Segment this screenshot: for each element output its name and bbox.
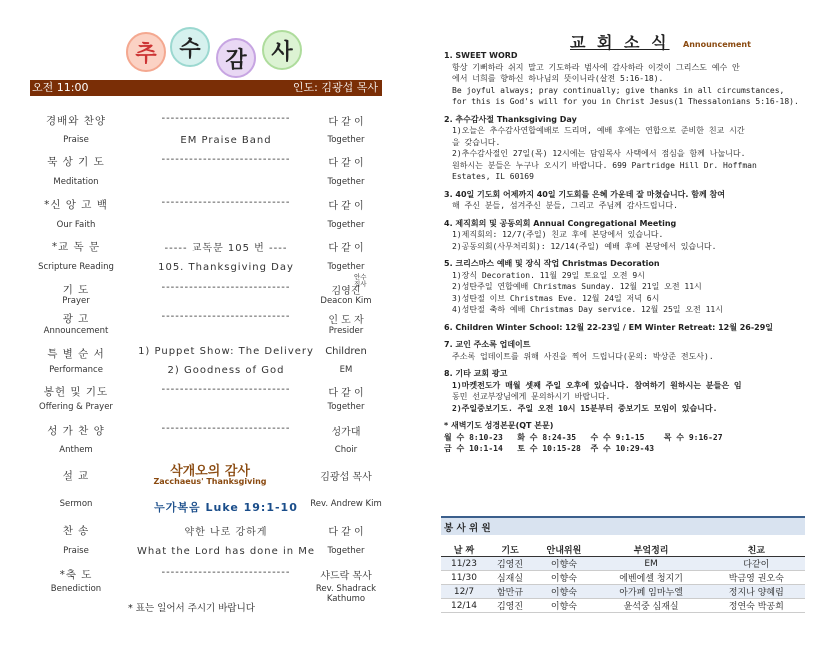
order-item-who: Together: [327, 402, 365, 412]
news-item-line: 4)성탄절 축하 예배 Christmas Day service. 12월 25일 오전 11시: [452, 305, 723, 314]
service-cell: 다같이: [708, 557, 805, 571]
order-item-who: Rev. Andrew Kim: [310, 499, 382, 509]
order-item-who: 김영진: [331, 286, 361, 297]
news-item-line: 2)주일중보기도. 주일 오전 10시 15분부터 중보기도 모임이 있습니다.: [452, 403, 718, 413]
service-cell: 12/7: [441, 585, 487, 599]
news-item-line: 2)공동의회(사무처리회): 12/14(주일) 예배 후에 본당에서 있습니다.: [452, 241, 717, 251]
title-char-1: 추: [126, 32, 166, 72]
order-item-who: Together: [327, 262, 365, 272]
order-item-name: *교 독 문: [51, 241, 101, 253]
service-cell: 11/30: [450, 572, 477, 583]
order-item-who: Together: [327, 177, 365, 187]
news-item-line: 3)성탄절 이브 Christmas Eve. 12월 24일 저녁 6시: [452, 293, 660, 303]
order-item-who: 다 같 이: [328, 388, 364, 399]
order-item-detail: ----------------------------: [161, 567, 291, 578]
order-item-detail: 약한 나로 강하게: [184, 527, 268, 538]
service-header-cell: 친교: [747, 546, 765, 556]
order-item-name: Offering & Prayer: [39, 402, 113, 412]
order-item-name: 성 가 찬 양: [47, 425, 105, 437]
service-cell: 이향숙: [550, 602, 577, 612]
order-item-name: 광 고: [62, 313, 90, 325]
service-table: [441, 543, 805, 613]
service-row: [441, 557, 805, 571]
news-item-line: 항상 기뻐하라 쉬지 말고 기도하라 범사에 감사하라 이것이 그리스도 예수 안: [452, 62, 740, 72]
service-cell: 에벤에셀 청지기: [619, 574, 683, 584]
news-item-heading: 1. SWEET WORD: [444, 51, 518, 60]
order-item-who: Children: [325, 346, 367, 357]
order-item-name: Praise: [63, 546, 89, 556]
news-item-heading: 6. Children Winter School: 12월 22-23일 / EM Winter Retreat: 12월 26-29일: [444, 322, 774, 332]
deacon-title: 안수 집사: [354, 273, 367, 288]
news-item-line: 동민 선교부장님에게 문의하시기 바랍니다.: [452, 392, 611, 401]
order-item-detail: EM Praise Band: [180, 135, 272, 146]
service-header-cell: 날 짜: [453, 546, 475, 556]
news-item-line: 2)추수감사절인 27일(목) 12시에는 담임목사 사택에서 점심을 함께 나눕니다.: [452, 149, 746, 158]
news-item-heading: 2. 추수감사절 Thanksgiving Day: [444, 114, 577, 124]
order-item-who: Rev. Shadrack Kathumo: [315, 584, 377, 604]
news-item-line: 1)장식 Decoration. 11월 29일 토요일 오전 9시: [452, 270, 645, 280]
news-item-line: 2)성탄주일 연합예배 Christmas Sunday. 12월 21일 오전 11시: [452, 282, 702, 291]
order-item-detail: 1) Puppet Show: The Delivery: [138, 346, 314, 357]
service-cell: 정연숙 박공희: [728, 602, 784, 612]
service-header-cell: 안내위원: [546, 546, 582, 556]
news-list: [444, 50, 804, 455]
order-item-detail: ----------------------------: [161, 423, 291, 434]
service-leader: 인도: 김광섭 목사: [292, 81, 378, 94]
service-cell: 김영진: [487, 557, 533, 571]
order-item-who: Together: [327, 220, 365, 230]
service-cell: EM: [595, 557, 708, 571]
footnote: * 표는 일어서 주시기 바랍니다: [128, 603, 255, 614]
title-char-4: 사: [262, 30, 302, 70]
news-item-heading: 4. 제직회의 및 공동의회 Annual Congregational Meeting: [444, 218, 677, 228]
news-item-line: 1)제직회의: 12/7(주일) 친교 후에 본당에서 있습니다.: [452, 230, 664, 239]
news-item-heading: 3. 40일 기도회 어제까지 40일 기도회를 은혜 가운데 잘 마쳤습니다. 함께 참여: [444, 189, 725, 199]
order-item-name: Our Faith: [56, 220, 96, 230]
news-item-line: 1)오늘은 추수감사연합예배로 드리며, 예배 후에는 연합으로 준비한 친교 시간: [452, 126, 745, 135]
order-item-name: 묵 상 기 도: [47, 156, 105, 168]
service-cell: 박금영 권오숙: [728, 574, 784, 584]
order-item-who: Choir: [334, 445, 358, 455]
order-item-detail: 2) Goodness of God: [167, 365, 285, 376]
order-item-who: 다 같 이: [328, 158, 364, 169]
order-item-who: 다 같 이: [328, 243, 364, 254]
news-item-line: 주소록 업데이트를 위해 사진을 찍어 드립니다(문의: 박상준 전도사).: [452, 351, 714, 361]
news-item-heading: 7. 교인 주소록 업데이트: [444, 340, 531, 349]
title-char-2: 수: [170, 27, 210, 67]
news-item-line: for this is God's will for you in Christ Jesus(1 Thessalonians 5:16-18).: [452, 97, 799, 106]
order-item-name: Praise: [63, 135, 89, 145]
order-item-name: *축 도: [59, 569, 93, 581]
news-item-line: 에서 너희를 향하신 하나님의 뜻이니라(살전 5:16-18).: [452, 74, 664, 83]
service-row: [441, 571, 805, 585]
order-item-name: 설 교: [62, 470, 90, 482]
order-item-who: 김광섭 목사: [320, 472, 372, 483]
order-item-who: 샤드락 목사: [320, 571, 372, 582]
order-item-detail: ----------------------------: [161, 311, 291, 322]
order-item-detail: What the Lord has done in Me: [136, 546, 316, 557]
order-item-who: Presider: [328, 326, 364, 336]
order-item-who: Together: [327, 546, 365, 556]
service-header-cell: 부엌정리: [633, 546, 669, 556]
order-item-detail: ----------------------------: [161, 154, 291, 165]
order-item-name: Meditation: [53, 177, 99, 187]
service-header-row: [441, 543, 805, 557]
service-cell: 윤석중 심재실: [623, 602, 679, 612]
service-cell: 12/14: [450, 600, 477, 611]
news-item-line: Estates, IL 60169: [452, 172, 534, 181]
order-item-who: Together: [327, 135, 365, 145]
service-row: [441, 599, 805, 613]
order-item-name: Announcement: [43, 326, 109, 336]
news-item-line: 원하시는 분들은 누구나 오시기 바랍니다. 699 Partridge Hill Dr. Hoffman: [452, 160, 757, 170]
news-item-heading: 5. 크리스마스 예배 및 장식 작업 Christmas Decoration: [444, 259, 660, 268]
order-item-name: Benediction: [50, 584, 102, 594]
order-item-name: Prayer: [62, 296, 90, 306]
news-item-line: 1)마켓전도가 매월 셋째 주일 오후에 있습니다. 참여하기 원하시는 분들은 임: [452, 380, 742, 390]
order-item-name: Anthem: [59, 445, 93, 455]
order-item-detail: ----------------------------: [161, 197, 291, 208]
service-cell: 이향숙: [533, 585, 595, 599]
service-cell: 심재실: [496, 574, 524, 584]
order-item-detail: ----------------------------: [161, 113, 291, 124]
order-item-detail: 105. Thanksgiving Day: [158, 262, 294, 273]
service-cell: 아가페 임마누엘: [595, 585, 708, 599]
order-item-detail: ----- 교독문 105 번 ----: [164, 243, 288, 254]
news-title: 교 회 소 식: [570, 33, 670, 52]
news-item-line: 을 갖습니다.: [452, 137, 501, 147]
order-item-name: Sermon: [59, 499, 93, 509]
order-item-name: 찬 송: [62, 525, 90, 537]
title-char-3: 감: [216, 38, 256, 78]
order-item-name: *신 앙 고 백: [44, 199, 108, 211]
service-cell: 이향숙: [550, 574, 577, 584]
order-item-detail: 누가복음 Luke 19:1-10: [154, 501, 298, 514]
order-item-name: 봉헌 및 기도: [43, 386, 109, 398]
service-cell: 함만규: [487, 585, 533, 599]
service-section: [441, 516, 805, 613]
order-item-name: Scripture Reading: [38, 262, 114, 272]
order-item-who: 성가대: [331, 427, 361, 438]
order-item-name: Performance: [49, 365, 103, 375]
dawn-prayer-heading: * 새벽기도 성경본문(QT 본문): [444, 421, 554, 430]
news-item-heading: 8. 기타 교회 광고: [444, 369, 508, 378]
news-item-line: Be joyful always; pray continually; give thanks in all circumstances,: [452, 85, 785, 95]
order-item-name: 기 도: [62, 284, 90, 296]
order-item-name: 특 별 순 서: [47, 348, 105, 360]
sermon-title: 삭개오의 감사: [170, 464, 250, 479]
service-cell: 김영진: [496, 602, 524, 612]
service-header-bar: [30, 80, 382, 96]
news-subtitle: Announcement: [683, 40, 751, 49]
order-item-who: 인 도 자: [328, 315, 364, 326]
order-item-who: 다 같 이: [328, 201, 364, 212]
service-title: 봉 사 위 원: [441, 516, 805, 535]
order-item-who: EM: [339, 365, 353, 375]
service-row: [441, 585, 805, 599]
order-item-name: 경배와 찬양: [45, 115, 107, 127]
service-time: 오전 11:00: [32, 81, 89, 94]
service-cell: 이향숙: [533, 557, 595, 571]
service-header-cell: 기도: [501, 546, 519, 556]
dawn-prayer-line: 금 수 10:1-14 토 수 10:15-28 주 수 10:29-43: [444, 444, 655, 453]
order-item-detail: ----------------------------: [161, 384, 291, 395]
dawn-prayer-line: 월 수 8:10-23 화 수 8:24-35 수 수 9:1-15 목 수 9:16-27: [444, 432, 723, 442]
order-item-who: Deacon Kim: [320, 296, 372, 306]
order-item-who: 다 같 이: [328, 527, 364, 538]
service-cell: 정지나 양혜림: [708, 585, 805, 599]
order-item-detail: ----------------------------: [161, 282, 291, 293]
news-item-line: 해 주신 분들, 섬겨주신 분들, 그리고 주님께 감사드립니다.: [452, 201, 678, 210]
order-item-who: 다 같 이: [328, 117, 364, 128]
sermon-title-en: Zacchaeus' Thanksgiving: [153, 477, 267, 486]
service-cell: 11/23: [441, 557, 487, 571]
